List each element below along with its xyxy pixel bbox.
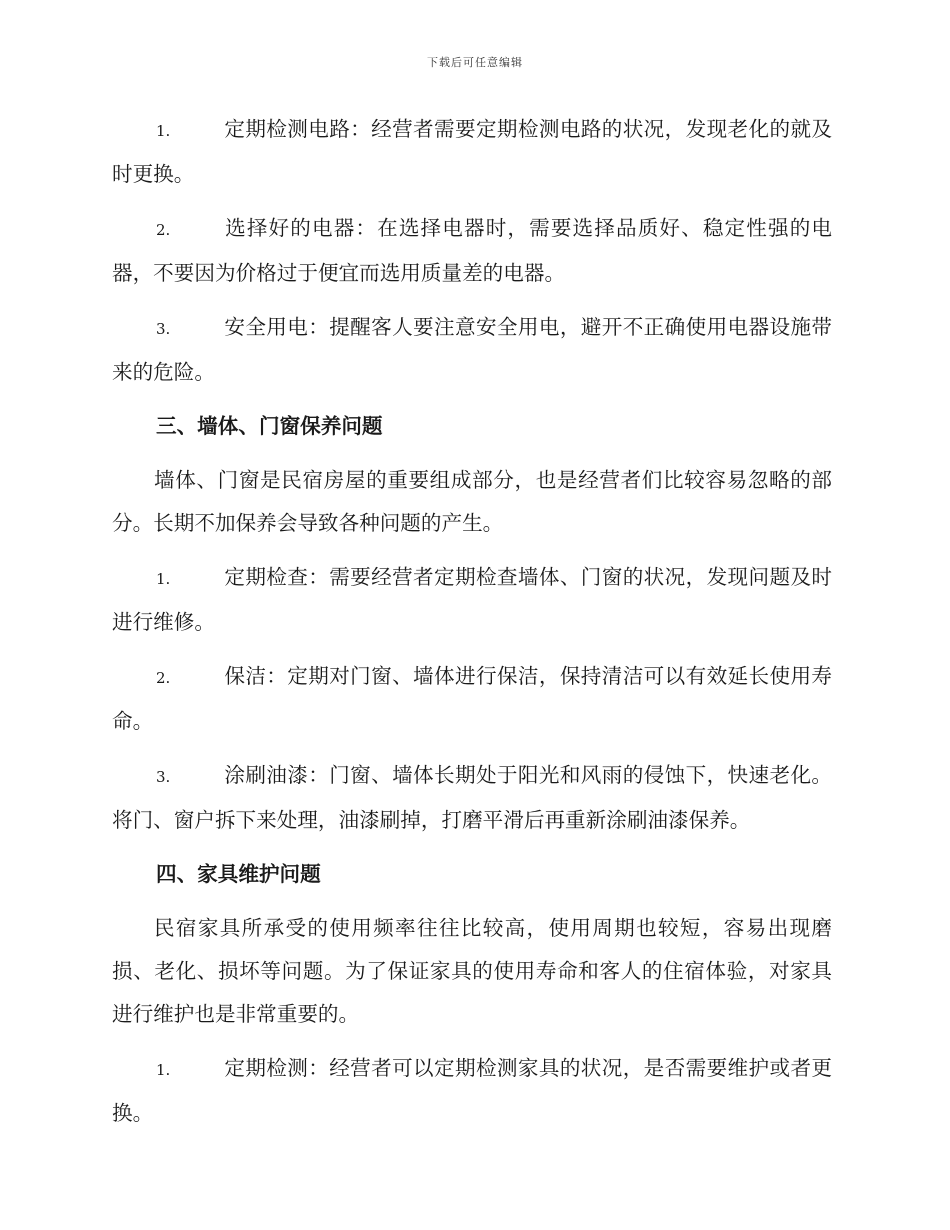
list-number: 2. [156,669,171,687]
section-heading: 四、家具维护问题 [156,862,321,886]
list-number: 1. [156,570,171,588]
list-item [112,108,832,196]
list-number: 3. [156,768,171,786]
list-item [112,556,832,644]
list-item [112,1047,832,1135]
paragraph: 民宿家具所承受的使用频率往往比较高，使用周期也较短，容易出现磨损、老化、损坏等问题。为了保证家具的使用寿命和客人的住宿体验，对家具进行维护也是非常重要的。 [112,916,832,1026]
list-item [112,207,832,295]
list-item-text: 选择好的电器：在选择电器时，需要选择品质好、稳定性强的电器，不要因为价格过于便宜而选用质量差的电器。 [112,216,832,285]
document-body [112,108,832,1146]
list-number: 3. [156,320,171,338]
list-number: 2. [156,221,171,239]
list-number: 1. [156,1061,171,1079]
list-item-text: 安全用电：提醒客人要注意安全用电，避开不正确使用电器设施带来的危险。 [112,315,832,384]
list-item-text: 定期检测：经营者可以定期检测家具的状况，是否需要维护或者更换。 [112,1056,832,1125]
list-number: 1. [156,122,171,140]
list-item-text: 涂刷油漆：门窗、墙体长期处于阳光和风雨的侵蚀下，快速老化。将门、窗户拆下来处理，油漆刷掉，打磨平滑后再重新涂刷油漆保养。 [112,763,832,832]
section-heading: 三、墙体、门窗保养问题 [156,414,383,438]
list-item-text: 定期检测电路：经营者需要定期检测电路的状况，发现老化的就及时更换。 [112,117,832,186]
list-item-text: 定期检查：需要经营者定期检查墙体、门窗的状况，发现问题及时进行维修。 [112,565,832,634]
list-item [112,754,832,842]
list-item [112,655,832,743]
list-item [112,306,832,394]
paragraph: 墙体、门窗是民宿房屋的重要组成部分，也是经营者们比较容易忽略的部分。长期不加保养会导致各种问题的产生。 [112,468,832,535]
list-item-text: 保洁：定期对门窗、墙体进行保洁，保持清洁可以有效延长使用寿命。 [112,664,832,733]
page-header: 下载后可任意编辑 [427,56,523,69]
